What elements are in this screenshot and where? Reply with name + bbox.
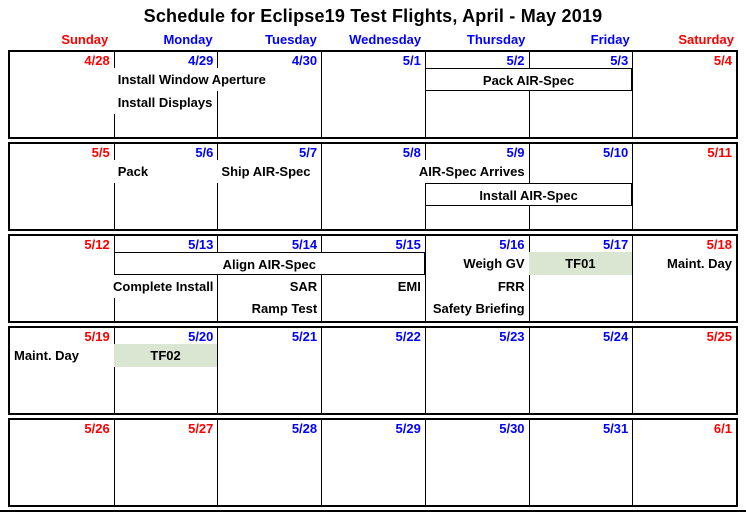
day-cell	[10, 144, 114, 229]
day-cell	[529, 420, 633, 505]
date-label: 5/23	[499, 329, 525, 344]
day-header-thursday: Thursday	[466, 32, 526, 47]
date-label: 5/22	[395, 329, 421, 344]
date-label: 5/1	[402, 53, 421, 68]
date-label: 5/26	[84, 421, 110, 436]
event-sar: SAR	[286, 275, 321, 298]
event-maint-day: Maint. Day	[10, 344, 83, 367]
day-header-friday: Friday	[590, 32, 630, 47]
event-complete-install: Complete Install	[109, 275, 217, 298]
day-cell	[321, 328, 425, 413]
page-title: Schedule for Eclipse19 Test Flights, April - May 2019	[143, 6, 603, 26]
day-header-tuesday: Tuesday	[265, 32, 317, 47]
day-cell	[217, 420, 321, 505]
date-label: 5/9	[506, 145, 525, 160]
date-label: 5/2	[506, 53, 525, 68]
day-header-wednesday: Wednesday	[349, 32, 422, 47]
calendar-grid	[8, 50, 738, 507]
date-label: 5/19	[84, 329, 110, 344]
event-air-spec-arrives: AIR-Spec Arrives	[415, 160, 529, 183]
day-cell	[10, 236, 114, 321]
day-cell	[529, 52, 633, 137]
day-cell	[10, 52, 114, 137]
date-label: 4/30	[291, 53, 318, 68]
footer-rule	[0, 510, 746, 512]
event-tf01: TF01	[529, 252, 633, 275]
day-header-saturday: Saturday	[678, 32, 734, 47]
event-install-displays: Install Displays	[114, 91, 217, 114]
date-label: 5/12	[84, 237, 110, 252]
day-cell	[114, 144, 218, 229]
day-cell	[632, 328, 736, 413]
day-cell	[529, 328, 633, 413]
day-cell	[529, 236, 633, 321]
day-cell	[10, 420, 114, 505]
day-cell	[632, 236, 736, 321]
day-cell	[425, 420, 529, 505]
day-cell	[217, 144, 321, 229]
day-header-row	[8, 32, 738, 48]
event-align-air-spec: Align AIR-Spec	[114, 252, 425, 275]
date-label: 5/15	[395, 237, 421, 252]
event-safety-briefing: Safety Briefing	[429, 297, 529, 320]
event-install-window-aperture: Install Window Aperture	[114, 68, 270, 91]
date-label: 5/14	[291, 237, 318, 252]
date-label: 5/25	[706, 329, 732, 344]
event-tf02: TF02	[114, 344, 218, 367]
week-row-5	[8, 418, 738, 507]
date-label: 5/21	[291, 329, 318, 344]
date-label: 5/31	[602, 421, 629, 436]
day-cell	[321, 144, 425, 229]
day-cell	[425, 328, 529, 413]
event-weigh-gv: Weigh GV	[459, 252, 528, 275]
day-header-monday: Monday	[163, 32, 213, 47]
day-cell	[632, 420, 736, 505]
event-frr: FRR	[494, 275, 529, 298]
date-label: 5/27	[188, 421, 214, 436]
day-cell	[217, 328, 321, 413]
date-label: 6/1	[713, 421, 732, 436]
date-label: 5/3	[610, 53, 629, 68]
date-label: 5/16	[499, 237, 525, 252]
day-cell	[114, 328, 218, 413]
event-ship-air-spec: Ship AIR-Spec	[217, 160, 314, 183]
day-cell	[321, 420, 425, 505]
date-label: 5/10	[602, 145, 629, 160]
day-cell	[321, 52, 425, 137]
week-row-1	[8, 50, 738, 139]
date-label: 5/4	[713, 53, 732, 68]
date-label: 4/28	[84, 53, 110, 68]
week-row-3	[8, 234, 738, 323]
event-ramp-test: Ramp Test	[248, 297, 322, 320]
date-label: 5/20	[188, 329, 214, 344]
event-maint-day: Maint. Day	[663, 252, 736, 275]
week-row-4	[8, 326, 738, 415]
day-cell	[114, 420, 218, 505]
date-label: 5/8	[402, 145, 421, 160]
date-label: 5/24	[602, 329, 629, 344]
day-cell	[425, 52, 529, 137]
date-label: 5/11	[707, 145, 732, 160]
date-label: 5/5	[91, 145, 110, 160]
day-cell	[10, 328, 114, 413]
date-label: 5/29	[395, 421, 421, 436]
date-label: 4/29	[188, 53, 214, 68]
day-cell	[632, 144, 736, 229]
date-label: 5/18	[706, 237, 732, 252]
day-cell	[632, 52, 736, 137]
event-install-air-spec: Install AIR-Spec	[425, 183, 632, 206]
date-label: 5/13	[188, 237, 214, 252]
day-header-sunday: Sunday	[61, 32, 109, 47]
date-label: 5/30	[499, 421, 525, 436]
date-label: 5/17	[602, 237, 629, 252]
event-pack-air-spec: Pack AIR-Spec	[425, 68, 632, 91]
event-emi: EMI	[394, 275, 425, 298]
date-label: 5/7	[299, 145, 318, 160]
date-label: 5/28	[291, 421, 318, 436]
event-pack: Pack	[114, 160, 152, 183]
week-row-2	[8, 142, 738, 231]
date-label: 5/6	[195, 145, 214, 160]
day-cell	[217, 52, 321, 137]
